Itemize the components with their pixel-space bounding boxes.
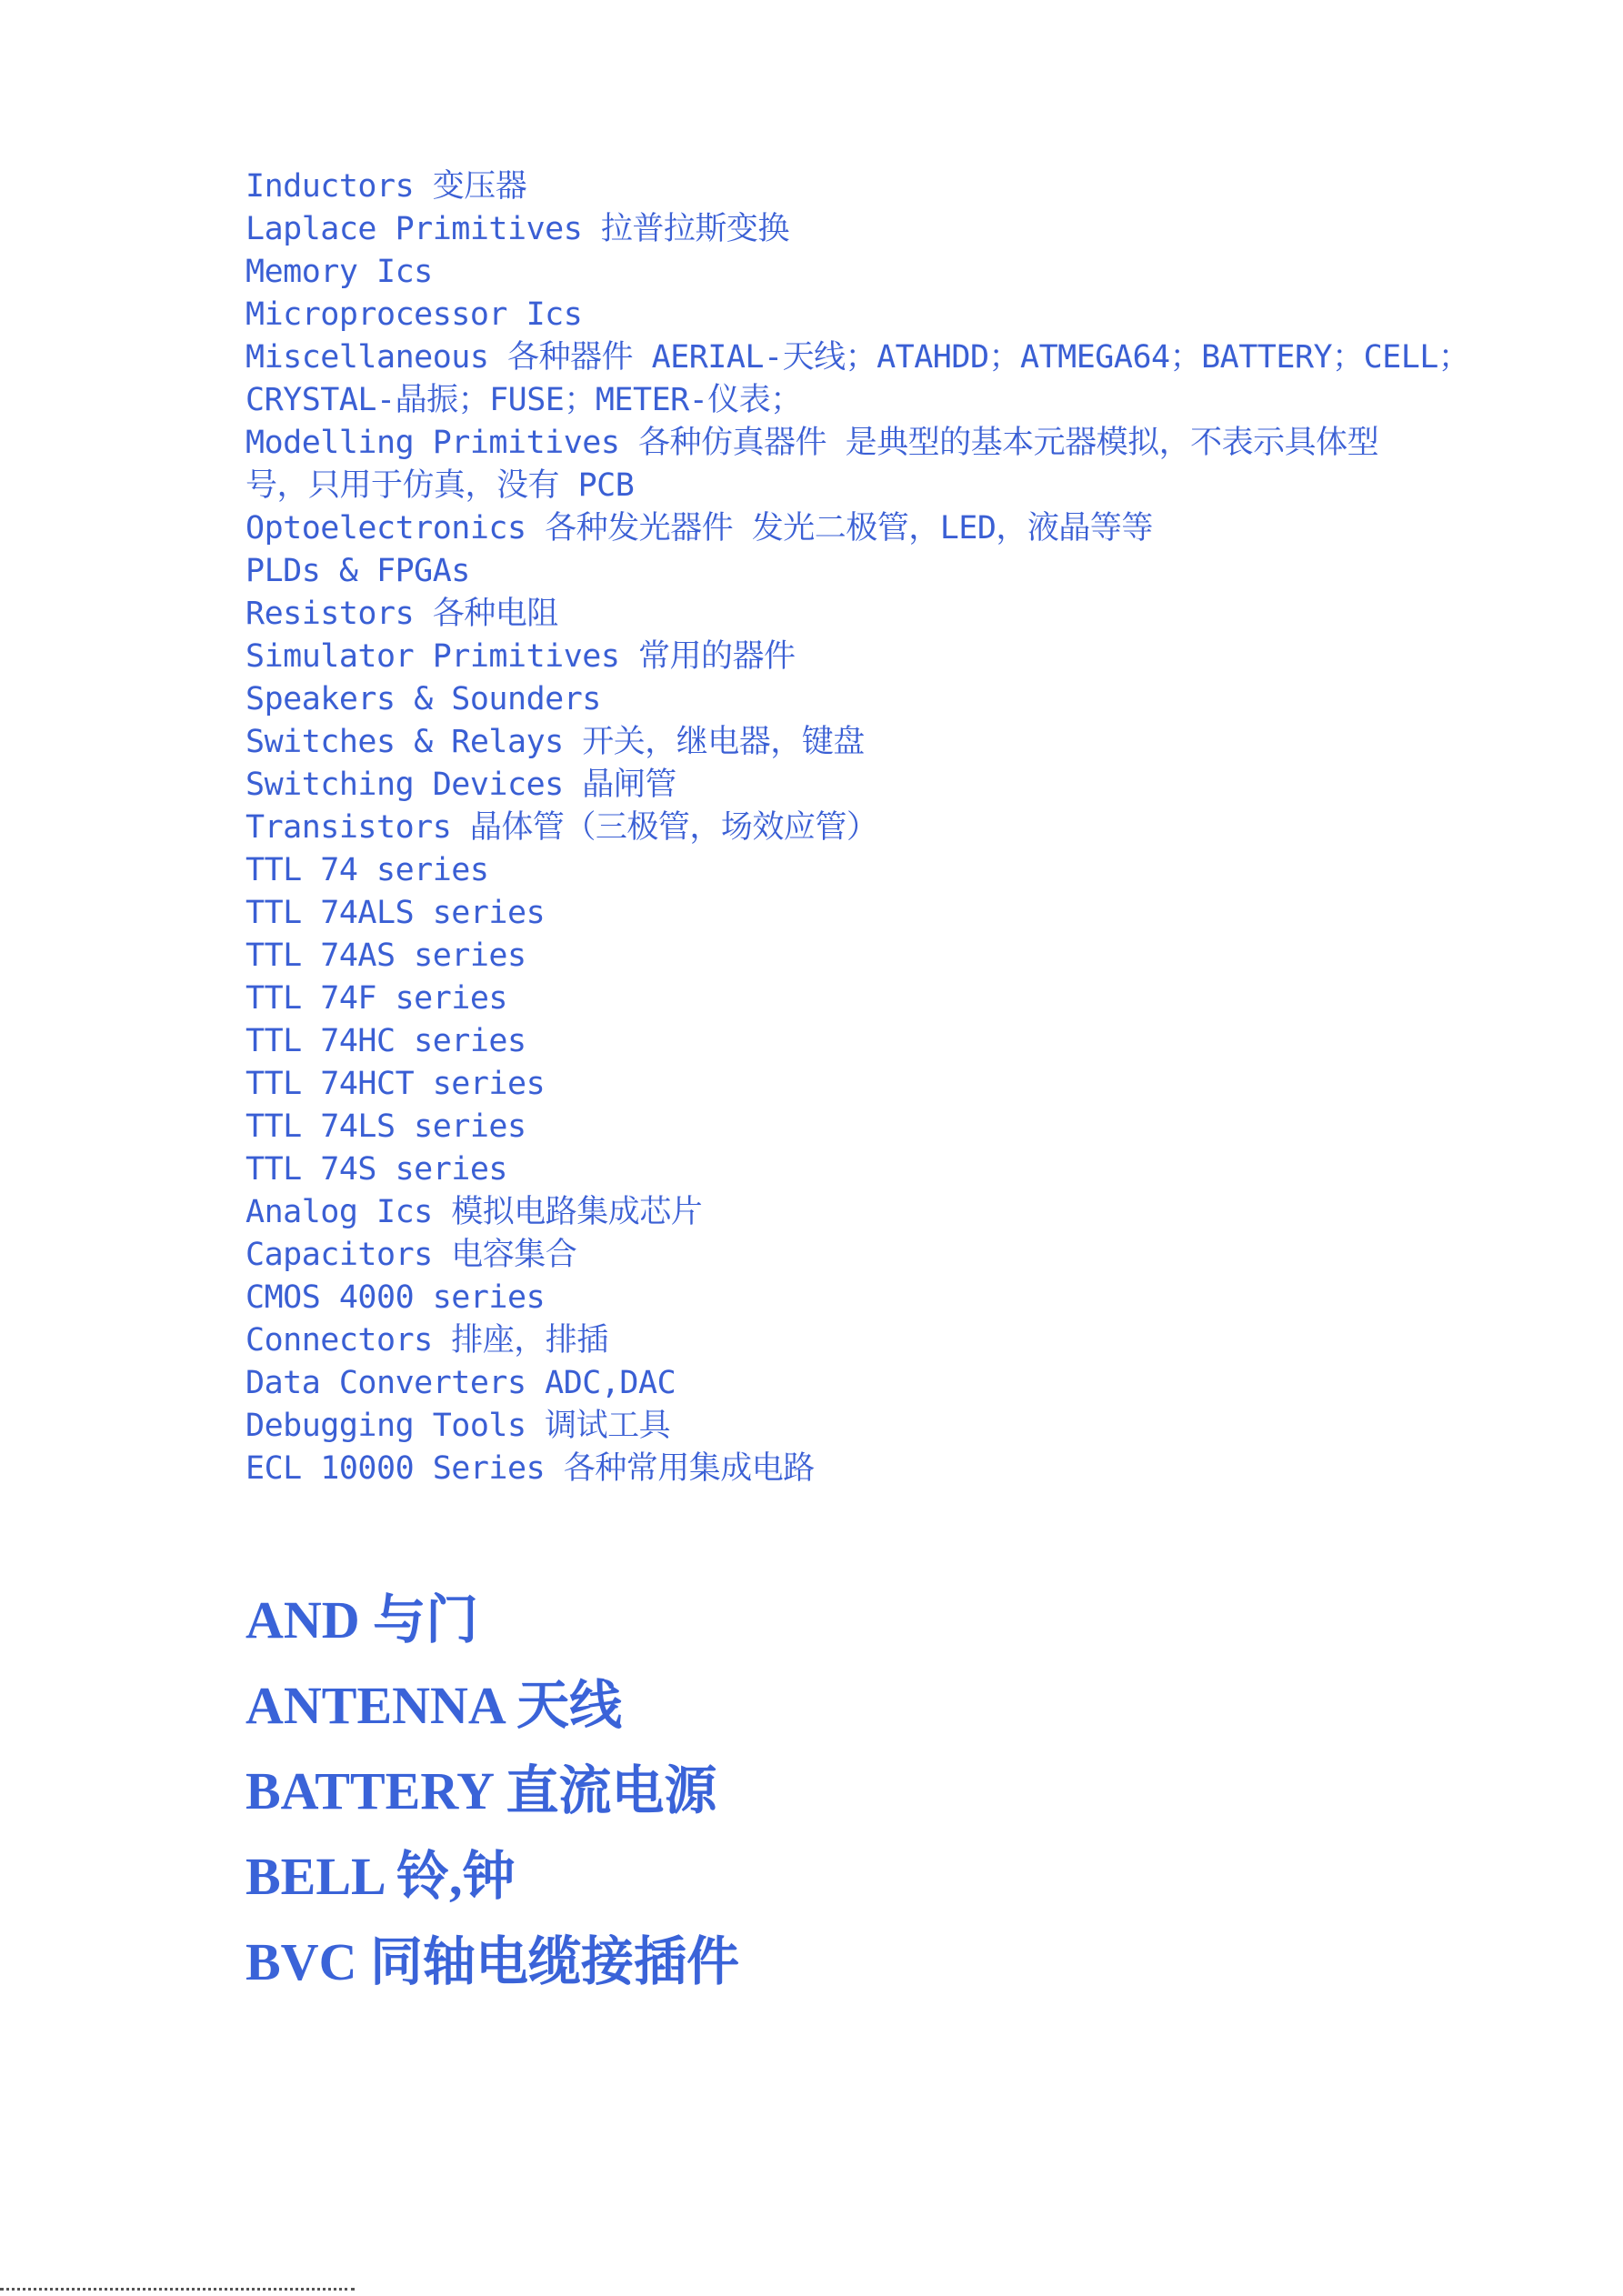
list-item: Microprocessor Ics xyxy=(245,296,583,333)
list-item: Speakers & Sounders xyxy=(245,681,601,717)
symbol-heading-list xyxy=(245,1578,1446,2005)
list-item: TTL 74HCT series xyxy=(245,1066,546,1102)
list-item: Capacitors 电容集合 xyxy=(245,1237,577,1273)
list-item: TTL 74LS series xyxy=(245,1108,526,1145)
symbol-heading: BVC 同轴电缆接插件 xyxy=(245,1932,739,1991)
list-item: CMOS 4000 series xyxy=(245,1279,546,1316)
list-item: CRYSTAL-晶振；FUSE；METER-仪表； xyxy=(245,382,802,418)
list-item: Inductors 变压器 xyxy=(245,168,527,205)
component-category-list xyxy=(245,165,1470,1490)
list-item: Analog Ics 模拟电路集成芯片 xyxy=(245,1194,703,1230)
list-item: Optoelectronics 各种发光器件 发光二极管，LED，液晶等等 xyxy=(245,510,1153,546)
list-item: Transistors 晶体管（三极管，场效应管） xyxy=(245,809,878,846)
list-item: Miscellaneous 各种器件 AERIAL-天线；ATAHDD；ATMEGA64；BATTERY；CELL； xyxy=(245,339,1470,376)
list-item: TTL 74HC series xyxy=(245,1023,526,1059)
list-item: TTL 74S series xyxy=(245,1151,508,1188)
list-item: Memory Ics xyxy=(245,254,433,290)
list-item: Simulator Primitives 常用的器件 xyxy=(245,638,796,675)
symbol-heading: BELL 铃,钟 xyxy=(245,1847,516,1906)
list-item: ECL 10000 Series 各种常用集成电路 xyxy=(245,1450,815,1487)
symbol-heading: AND 与门 xyxy=(245,1590,479,1649)
list-item: Resistors 各种电阻 xyxy=(245,596,558,632)
list-item: TTL 74AS series xyxy=(245,937,526,974)
footer-divider xyxy=(0,2288,355,2294)
symbol-heading: ANTENNA 天线 xyxy=(245,1676,623,1735)
list-item: PLDs & FPGAs xyxy=(245,553,470,589)
list-item: TTL 74ALS series xyxy=(245,895,546,931)
list-item: Switches & Relays 开关，继电器，键盘 xyxy=(245,724,865,760)
list-item: Connectors 排座，排插 xyxy=(245,1322,608,1359)
symbol-heading: BATTERY 直流电源 xyxy=(245,1761,717,1820)
list-item: Modelling Primitives 各种仿真器件 是典型的基本元器模拟，不表示具体型 xyxy=(245,425,1379,461)
list-item: 号，只用于仿真，没有 PCB xyxy=(245,467,635,504)
list-item: Laplace Primitives 拉普拉斯变换 xyxy=(245,211,789,247)
list-item: TTL 74 series xyxy=(245,852,489,888)
list-item: Debugging Tools 调试工具 xyxy=(245,1408,671,1444)
list-item: Data Converters ADC,DAC xyxy=(245,1365,676,1401)
list-item: Switching Devices 晶闸管 xyxy=(245,767,676,803)
list-item: TTL 74F series xyxy=(245,980,508,1017)
